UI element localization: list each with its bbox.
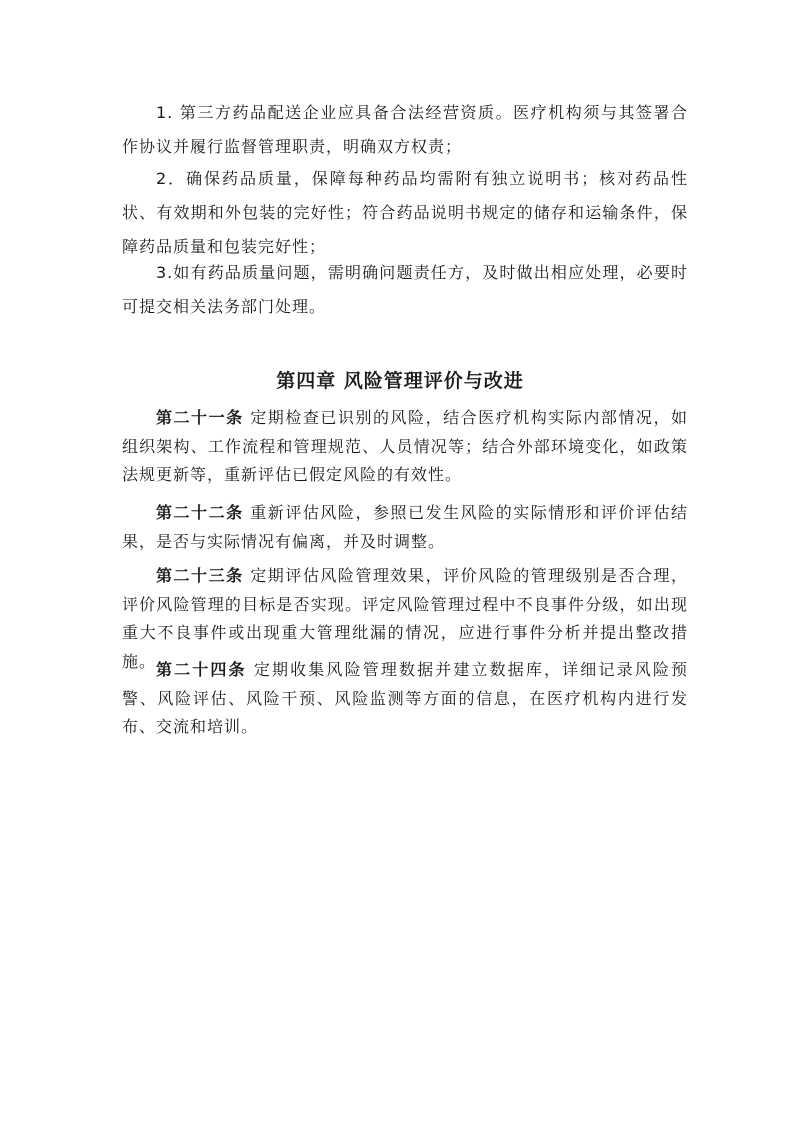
list-item-1: [122, 96, 688, 164]
list-item-2: [122, 162, 688, 264]
list-item-3-text: 3.如有药品质量问题，需明确问题责任方，及时做出相应处理，必要时可提交相关法务部门处理。: [122, 263, 688, 316]
article-21: [122, 404, 688, 490]
article-21-label: 第二十一条: [156, 408, 244, 427]
chapter-title: 第四章 风险管理评价与改进: [276, 370, 524, 392]
article-24-text: 定期收集风险管理数据并建立数据库，详细记录风险预警、风险评估、风险干预、风险监测等方面的信息，在医疗机构内进行发布、交流和培训。: [122, 660, 688, 736]
article-23-label: 第二十三条: [156, 566, 244, 585]
article-21-text: 定期检查已识别的风险，结合医疗机构实际内部情况，如组织架构、工作流程和管理规范、人员情况等；结合外部环境变化，如政策法规更新等，重新评估已假定风险的有效性。: [122, 408, 688, 484]
article-24: [122, 656, 688, 742]
article-22: [122, 499, 688, 556]
article-22-text: 重新评估风险，参照已发生风险的实际情形和评价评估结果，是否与实际情况有偏离，并及时调整。: [122, 503, 688, 551]
list-item-2-text: 2．确保药品质量，保障每种药品均需附有独立说明书；核对药品性状、有效期和外包装的完好性；符合药品说明书规定的储存和运输条件，保障药品质量和包装完好性；: [122, 169, 688, 256]
list-item-1-text: 1. 第三方药品配送企业应具备合法经营资质。医疗机构须与其签署合作协议并履行监督管理职责，明确双方权责；: [122, 103, 688, 156]
article-24-label: 第二十四条: [156, 660, 247, 679]
list-item-3: [122, 256, 688, 324]
article-23-text: 定期评估风险管理效果，评价风险的管理级别是否合理，评价风险管理的目标是否实现。评定风险管理过程中不良事件分级，如出现重大不良事件或出现重大管理纰漏的情况，应进行事件分析并提出整改措施。: [122, 566, 688, 671]
article-22-label: 第二十二条: [156, 503, 244, 522]
